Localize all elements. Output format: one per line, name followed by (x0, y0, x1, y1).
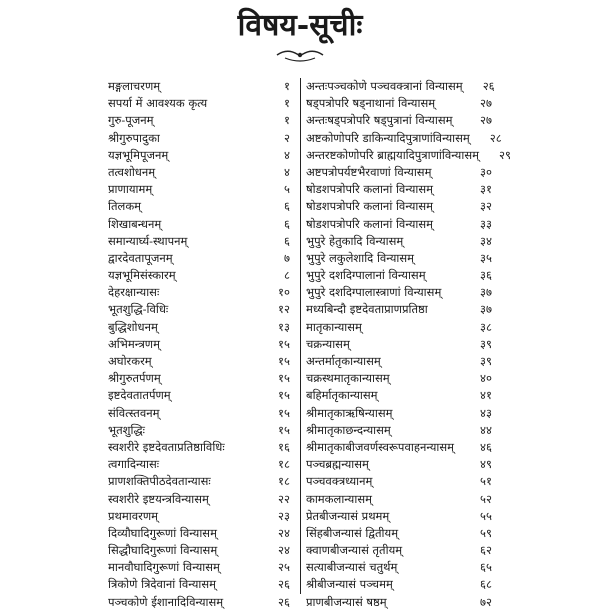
toc-entry-title: तिलकम् (108, 199, 142, 214)
toc-entry-page-number: ४६ (480, 439, 492, 454)
toc-entry (108, 112, 290, 129)
toc-entry-title: श्रीगुरुतर्पणम् (108, 371, 161, 386)
toc-entry-page-number: १८ (278, 474, 290, 489)
toc-entry-page-number: ४ (284, 164, 290, 179)
toc-entry (306, 95, 492, 112)
toc-entry-page-number: १ (284, 79, 290, 93)
toc-entry-page-number: ५५ (480, 508, 492, 523)
toc-entry-title: त्वगादिन्यासः (108, 457, 160, 472)
toc-entry-page-number: ४ (284, 147, 290, 162)
toc-entry-title: चक्रस्थमातृकान्यासम् (306, 371, 390, 386)
toc-entry (306, 112, 492, 129)
toc-entry-page-number: २७ (480, 113, 492, 128)
toc-entry-page-number: १ (284, 96, 290, 111)
toc-entry-title: अभिमन्त्रणम् (108, 336, 161, 351)
toc-entry-title: पञ्चब्रह्मन्यासम् (306, 457, 369, 472)
toc-entry-page-number: ४९ (480, 457, 492, 472)
toc-entry (108, 78, 290, 95)
toc-entry-page-number: २ (284, 130, 290, 145)
toc-entry-title: इष्टदेवतातर्पणम् (108, 388, 171, 403)
toc-entry (108, 491, 290, 508)
toc-entry-page-number: २३ (278, 508, 290, 523)
toc-entry-page-number: ७२ (480, 594, 492, 609)
toc-entry-page-number: ३२ (480, 199, 492, 214)
toc-entry-title: समान्यार्घ्य-स्थापनम् (108, 233, 188, 248)
toc-entry-title: प्राणायामम् (108, 182, 153, 197)
toc-entry-page-number: १ (284, 113, 290, 128)
toc-entry-title: सिद्धौघादिगुरूणां विन्यासम् (108, 543, 218, 558)
toc-entry-title: षोडशपत्रोपरि कलानां विन्यासम् (306, 182, 434, 197)
toc-entry-page-number: ६८ (480, 577, 492, 592)
toc-entry-title: षोडशपत्रोपरि कलानां विन्यासम् (306, 216, 434, 231)
toc-entry-page-number: १२ (278, 302, 290, 317)
toc-entry-page-number: ३७ (480, 285, 492, 300)
toc-entry-title: श्रीमातृकाऋषिन्यासम् (306, 405, 393, 420)
toc-entry (108, 439, 290, 456)
toc-entry-title: सत्याबीजन्यासं चतुर्थम् (306, 560, 398, 575)
toc-entry-title: अन्तर्मातृकान्यासम् (306, 354, 381, 368)
toc-entry-title: द्वारदेवतापूजनम् (108, 250, 173, 265)
toc-entry-page-number: ३६ (480, 268, 492, 283)
toc-entry (306, 336, 492, 353)
toc-entry-page-number: ४० (480, 371, 492, 386)
toc-entry-page-number: ७ (284, 250, 290, 265)
toc-entry (108, 336, 290, 353)
toc-entry (108, 370, 290, 387)
toc-entry-title: दिव्यौघादिगुरूणां विन्यासम् (108, 525, 217, 540)
toc-entry-title: चक्रन्यासम् (306, 336, 350, 351)
toc-entry (108, 405, 290, 422)
toc-entry-page-number: २९ (499, 147, 511, 162)
toc-entry-page-number: ३७ (480, 302, 492, 317)
toc-entry-page-number: ३३ (480, 216, 492, 231)
toc-entry (306, 319, 492, 336)
toc-entry-title: अन्तरष्टकोणोपरि ब्राह्मयादिपुत्राणांविन्यासम् (306, 147, 479, 162)
toc-entry-title: अन्तःषड्पत्रोपरि षड्पुत्रानां विन्यासम् (306, 113, 453, 128)
toc-entry-title: भूतशुद्धिः (108, 422, 145, 437)
toc-entry-title: प्राणबीजन्यासं षष्ठम् (306, 594, 387, 609)
toc-entry (306, 198, 492, 215)
toc-entry-page-number: ४३ (480, 405, 492, 420)
toc-entry-title: अष्टकोणोपरि डाकिन्यादिपुत्राणांविन्यासम् (306, 130, 470, 145)
toc-entry-page-number: १३ (278, 319, 290, 334)
toc-entry-page-number: १५ (278, 405, 290, 420)
toc-entry-title: क्वाणबीजन्यासं तृतीयम् (306, 543, 403, 558)
toc-entry (108, 353, 290, 370)
toc-entry (108, 181, 290, 198)
toc-entry-page-number: ८ (284, 268, 290, 283)
toc-entry-title: मानवौघादिगुरूणां विन्यासम् (108, 560, 220, 575)
toc-entry-page-number: ६ (284, 233, 290, 248)
toc-entry (108, 284, 290, 301)
toc-entry (108, 559, 290, 576)
toc-entry (108, 216, 290, 233)
toc-entry-page-number: ४४ (480, 422, 492, 437)
toc-entry (108, 508, 290, 525)
toc-entry (306, 181, 492, 198)
toc-entry (306, 387, 492, 404)
toc-entry (108, 456, 290, 473)
toc-entry (108, 387, 290, 404)
toc-entry (306, 284, 492, 301)
toc-entry-title: श्रीमातृकाबीजवर्णस्वरूपवाहनन्यासम् (306, 439, 455, 454)
toc-entry (306, 525, 492, 542)
toc-entry (108, 147, 290, 164)
toc-entry-title: अन्तःपञ्चकोणे पञ्चवक्त्रानां विन्यासम् (306, 79, 463, 93)
toc-entry (108, 198, 290, 215)
toc-entry-title: प्रथमावरणम् (108, 508, 159, 523)
toc-entry (306, 370, 492, 387)
toc-entry-title: पञ्चवक्त्रध्यानम् (306, 474, 373, 489)
toc-entry-title: बुद्धिशोधनम् (108, 319, 158, 334)
toc-entry-title: संवित्स्तवनम् (108, 405, 160, 420)
toc-entry (108, 267, 290, 284)
toc-entry (108, 542, 290, 559)
toc-entry (108, 250, 290, 267)
toc-entry (306, 216, 492, 233)
toc-entry (108, 319, 290, 336)
toc-entry-page-number: ३० (480, 164, 492, 179)
toc-entry-page-number: ६२ (480, 543, 492, 558)
toc-entry-page-number: १० (278, 285, 290, 300)
toc-entry (306, 422, 492, 439)
toc-entry-title: मातृकान्यासम् (306, 319, 362, 334)
toc-entry-page-number: १५ (278, 371, 290, 386)
toc-entry-page-number: ६५ (480, 560, 492, 575)
toc-entry-page-number: ३४ (480, 233, 492, 248)
toc-entry (306, 508, 492, 525)
toc-entry-title: सपर्या में आवश्यक कृत्य (108, 96, 208, 111)
toc-entry-title: यज्ञभूमिपूजनम् (108, 147, 169, 162)
toc-entry (108, 525, 290, 542)
contents-left-column (108, 78, 290, 611)
toc-entry-page-number: ३८ (480, 319, 492, 334)
toc-entry-page-number: २८ (489, 130, 502, 145)
toc-entry-title: तत्वशोधनम् (108, 164, 156, 179)
toc-entry-title: यज्ञभूमिसंस्कारम् (108, 268, 176, 283)
toc-entry (306, 78, 495, 95)
toc-entry-title: श्रीगुरुपादुका (108, 130, 160, 145)
toc-entry-title: भुपुरे लकुलेशादि विन्यासम् (306, 250, 415, 265)
column-divider (300, 78, 301, 594)
toc-entry-page-number: १५ (278, 388, 290, 403)
page-title: विषय-सूचीः (237, 8, 363, 43)
toc-entry-page-number: २२ (278, 491, 290, 506)
toc-entry (306, 405, 492, 422)
toc-entry-title: शिखाबन्धनम् (108, 216, 162, 231)
toc-entry-page-number: १५ (278, 336, 290, 351)
toc-entry (306, 233, 492, 250)
ornament-divider (275, 46, 325, 64)
toc-entry-title: बहिर्मातृकान्यासम् (306, 388, 378, 403)
toc-entry-title: प्रेतबीजन्यासं प्रथमम् (306, 508, 390, 523)
toc-entry-title: सिंहबीजन्यासं द्वितीयम् (306, 525, 399, 540)
toc-entry (108, 95, 290, 112)
toc-entry (108, 576, 290, 593)
toc-entry (306, 130, 502, 147)
toc-entry-title: मङ्गलाचरणम् (108, 79, 161, 93)
toc-entry-title: स्वशरीरे इष्टदेवताप्रतिष्ठाविधिः (108, 439, 225, 454)
toc-entry (108, 130, 290, 147)
toc-entry (108, 594, 290, 611)
toc-entry-title: षड्पत्रोपरि षड्नाथानां विन्यासम् (306, 96, 436, 111)
toc-entry-page-number: ३१ (480, 182, 492, 197)
toc-entry (306, 353, 492, 370)
toc-entry-title: त्रिकोणे त्रिदेवानां विन्यासम् (108, 577, 216, 592)
toc-entry (306, 147, 511, 164)
toc-entry-page-number: ३९ (480, 336, 492, 351)
toc-entry (306, 267, 492, 284)
toc-entry-page-number: १५ (278, 354, 290, 368)
toc-entry-title: भुपुरे दशदिग्पालानां विन्यासम् (306, 268, 426, 283)
toc-entry (108, 422, 290, 439)
toc-entry (306, 456, 492, 473)
toc-entry-page-number: ३५ (480, 250, 492, 265)
toc-entry-title: श्रीमातृकाछन्दन्यासम् (306, 422, 391, 437)
toc-entry-page-number: ५१ (480, 474, 492, 489)
toc-entry-page-number: ५९ (480, 525, 492, 540)
toc-entry-page-number: २५ (278, 560, 290, 575)
toc-entry (108, 473, 290, 490)
toc-entry (306, 491, 492, 508)
toc-entry-page-number: १६ (278, 439, 290, 454)
toc-entry-title: प्राणशक्तिपीठदेवतान्यासः (108, 474, 211, 489)
toc-entry (306, 594, 492, 611)
toc-entry-title: षोडशपत्रोपरि कलानां विन्यासम् (306, 199, 434, 214)
toc-entry-page-number: ५ (284, 182, 290, 197)
toc-entry (306, 559, 492, 576)
toc-entry (306, 473, 492, 490)
toc-entry-page-number: २६ (278, 594, 290, 609)
toc-entry-title: अष्टपत्रोपर्यष्टभैरवाणां विन्यासम् (306, 164, 432, 179)
contents-right-column (306, 78, 511, 611)
toc-entry (108, 164, 290, 181)
toc-entry-page-number: ३९ (480, 354, 492, 368)
toc-entry-title: मध्यबिन्दौ इष्टदेवताप्राणप्रतिष्ठा (306, 302, 428, 317)
toc-entry-title: भुपुरे हेतुकादि विन्यासम् (306, 233, 404, 248)
toc-entry-title: गुरु-पूजनम् (108, 113, 154, 128)
toc-entry-page-number: ४१ (480, 388, 492, 403)
toc-entry-title: भूतशुद्धि-विधिः (108, 302, 169, 317)
toc-entry (306, 164, 492, 181)
toc-entry-page-number: २६ (482, 79, 495, 93)
toc-entry-title: पञ्चकोणे ईशानादिविन्यासम् (108, 594, 224, 609)
toc-entry (108, 233, 290, 250)
toc-entry-page-number: ६ (284, 199, 290, 214)
toc-entry (108, 301, 290, 318)
toc-entry-page-number: २६ (278, 577, 290, 592)
toc-entry-title: भुपुरे दशदिग्पालास्त्राणां विन्यासम् (306, 285, 442, 300)
toc-entry-page-number: २७ (480, 96, 492, 111)
toc-entry-title: श्रीबीजन्यासं पञ्चमम् (306, 577, 393, 592)
toc-entry (306, 250, 492, 267)
toc-entry-page-number: १५ (278, 422, 290, 437)
toc-entry-title: देहरक्षान्यासः (108, 285, 160, 300)
toc-entry-page-number: ५२ (480, 491, 492, 506)
toc-entry-title: कामकलान्यासम् (306, 491, 372, 506)
toc-entry (306, 542, 492, 559)
toc-entry (306, 301, 492, 318)
toc-entry-page-number: १८ (278, 457, 290, 472)
toc-entry (306, 439, 492, 456)
toc-entry-title: अघोरकरम् (108, 354, 152, 368)
toc-entry-title: स्वशरीरे इष्टयन्त्रविन्यासम् (108, 491, 209, 506)
toc-entry-page-number: २४ (278, 525, 290, 540)
toc-entry-page-number: ६ (284, 216, 290, 231)
toc-entry (306, 576, 492, 593)
toc-entry-page-number: २४ (278, 543, 290, 558)
